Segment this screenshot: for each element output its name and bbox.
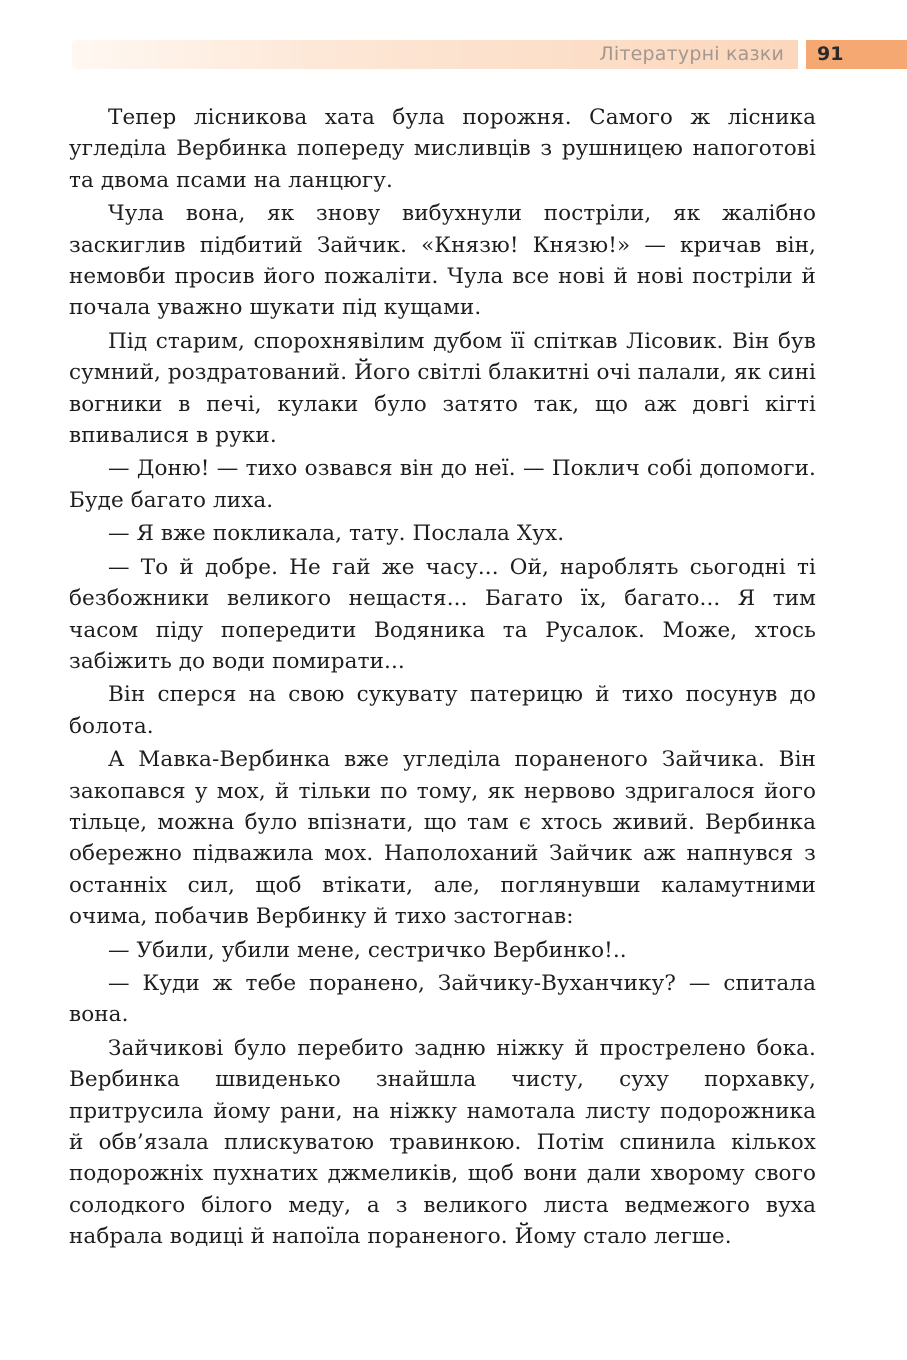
dialogue-line: — Я вже покликала, тату. Послала Хух. <box>108 521 565 547</box>
paragraph: Зайчикові було перебито задню ніжку й прострелено бока. Вербинка швиденько знайшла чисту, суху порхавку, притрусила йому рани, на ніжку намотала листу подорожника й обв’язала плискуватою травинкою. Потім спинила кількох подорожніх пухнатих джмеликів, щоб вони дали хворому свого солодкого білого меду, а з великого листа ведмежого вуха набрала водиці й напоїла пораненого. Йому стало легше. <box>69 1035 816 1250</box>
section-title: Літературні казки <box>599 43 784 65</box>
dialogue-line: — То й добре. Не гай же часу... Ой, нароблять сьогодні ті безбожники великого нещастя... Багато їх, багато... Я тим часом піду попередити Водяника та Русалок. Може, хтось забіжить до води помирати... <box>69 554 816 674</box>
page-number-tab <box>806 40 907 69</box>
dialogue-line: — Убили, убили мене, сестричко Вербинко!.. <box>108 937 627 963</box>
running-header <box>72 40 798 69</box>
paragraph: А Мавка-Вербинка вже угледіла пораненого Зайчика. Він закопався у мох, й тільки по тому, як нервово здригалося його тільце, можна було впізнати, що там є хтось живий. Вербинка обережно підважила мох. Наполоханий Зайчик аж напнувся з останніх сил, щоб втікати, але, поглянувши каламутними очима, побачив Вербинку й тихо застогнав: <box>69 747 816 930</box>
paragraph: Під старим, спорохнявілим дубом її спіткав Лісовик. Він був сумний, роздратований. Його світлі блакитні очі палали, як сині вогники в печі, кулаки було затято так, що аж довгі кігті впивалися в руки. <box>69 328 816 449</box>
dialogue-line: — Куди ж тебе поранено, Зайчику-Вуханчику? — спитала вона. <box>69 970 816 1028</box>
dialogue-line: — Доню! — тихо озвався він до неї. — Поклич собі допомоги. Буде багато лиха. <box>69 456 816 513</box>
story-text <box>69 102 816 1253</box>
paragraph: Тепер лісникова хата була порожня. Самого ж лісника угледіла Вербинка попереду мисливців з рушницею напоготові та двома псами на ланцюгу. <box>69 105 816 193</box>
paragraph: Він сперся на свою сукувату патерицю й тихо посунув до болота. <box>69 682 816 739</box>
paragraph: Чула вона, як знову вибухнули постріли, як жалібно заскиглив підбитий Зайчик. «Князю! Князю!» — кричав він, немовби просив його пожаліти. Чула все нові й нові постріли й почала уважно шукати під кущами. <box>69 201 816 321</box>
page-number: 91 <box>817 43 844 65</box>
